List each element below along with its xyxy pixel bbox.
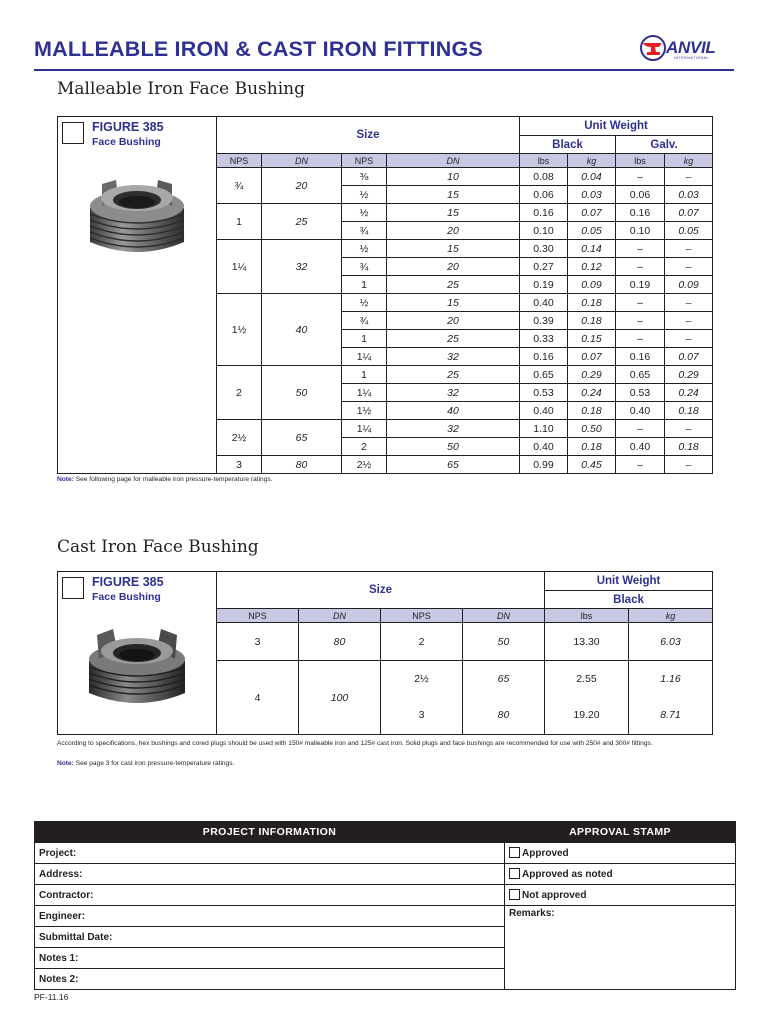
figure-cell <box>58 117 217 154</box>
col-black-kg: kg <box>629 609 713 623</box>
col-nps: NPS <box>217 609 299 623</box>
dn2-cell: 65 <box>387 456 520 474</box>
dn-cell: 25 <box>262 204 342 240</box>
figure-subtitle: Face Bushing <box>92 591 161 603</box>
galv-kg-cell: 0.03 <box>665 186 713 204</box>
approval-stamp-header: APPROVAL STAMP <box>505 822 736 843</box>
black-kg-cell: 0.12 <box>568 258 616 276</box>
note-text: See following page for malleable iron pressure-temperature ratings. <box>73 476 273 483</box>
note-label: Note: <box>57 760 74 767</box>
nps2-cell: ½ <box>342 294 387 312</box>
galv-kg-cell: – <box>665 258 713 276</box>
galv-lbs-cell: – <box>616 420 665 438</box>
dn2-cell: 15 <box>387 186 520 204</box>
dn2-cell: 65 <box>463 661 545 697</box>
galv-lbs-cell: 0.16 <box>616 204 665 222</box>
approved-noted-label: Approved as noted <box>522 869 613 880</box>
galv-lbs-cell: – <box>616 330 665 348</box>
size-header: Size <box>217 117 520 154</box>
dn-cell: 100 <box>299 661 381 735</box>
nps2-cell: 2 <box>342 438 387 456</box>
black-kg-cell: 1.16 <box>629 661 713 697</box>
black-kg-cell: 0.03 <box>568 186 616 204</box>
galv-lbs-cell: – <box>616 312 665 330</box>
dn2-cell: 80 <box>463 697 545 735</box>
nps2-cell: 1 <box>342 330 387 348</box>
note-text: See page 3 for cast iron pressure-temperature ratings. <box>73 760 235 767</box>
dn-cell: 65 <box>262 420 342 456</box>
galv-kg-cell: 0.18 <box>665 438 713 456</box>
malleable-note <box>57 476 273 483</box>
dn2-cell: 25 <box>387 276 520 294</box>
nps2-cell: ½ <box>342 240 387 258</box>
document-id: PF-11.16 <box>34 992 69 1002</box>
nps2-cell: 2½ <box>342 456 387 474</box>
figure-checkbox[interactable] <box>62 577 84 599</box>
figure-subtitle: Face Bushing <box>92 136 161 148</box>
cast-note <box>57 760 234 767</box>
black-lbs-cell: 0.16 <box>520 348 568 366</box>
black-lbs-cell: 0.16 <box>520 204 568 222</box>
galv-kg-cell: – <box>665 330 713 348</box>
approved-noted-option[interactable] <box>505 864 736 885</box>
logo-subtext: INTERNATIONAL <box>674 56 709 60</box>
col-nps: NPS <box>217 154 262 168</box>
black-kg-cell: 6.03 <box>629 623 713 661</box>
galv-header: Galv. <box>616 136 713 154</box>
galv-kg-cell: 0.07 <box>665 204 713 222</box>
black-lbs-cell: 0.33 <box>520 330 568 348</box>
anvil-logo <box>640 35 740 63</box>
galv-lbs-cell: 0.40 <box>616 438 665 456</box>
dn2-cell: 20 <box>387 222 520 240</box>
submittal-date-field[interactable]: Submittal Date: <box>35 927 505 948</box>
page-title: MALLEABLE IRON & CAST IRON FITTINGS <box>34 37 483 61</box>
galv-lbs-cell: 0.65 <box>616 366 665 384</box>
nps2-cell: 1¼ <box>342 348 387 366</box>
notes-2-field[interactable]: Notes 2: <box>35 969 505 990</box>
notes-1-field[interactable]: Notes 1: <box>35 948 505 969</box>
col-dn: DN <box>299 609 381 623</box>
galv-lbs-cell: – <box>616 456 665 474</box>
cast-section-title: Cast Iron Face Bushing <box>57 537 259 557</box>
galv-kg-cell: 0.29 <box>665 366 713 384</box>
galv-kg-cell: – <box>665 312 713 330</box>
black-kg-cell: 0.09 <box>568 276 616 294</box>
nps-cell: ¾ <box>217 168 262 204</box>
galv-kg-cell: – <box>665 420 713 438</box>
galv-kg-cell: – <box>665 456 713 474</box>
note-label: Note: <box>57 476 74 483</box>
dn2-cell: 20 <box>387 312 520 330</box>
galv-lbs-cell: 0.53 <box>616 384 665 402</box>
col-dn-2: DN <box>387 154 520 168</box>
galv-lbs-cell: 0.19 <box>616 276 665 294</box>
col-nps-2: NPS <box>381 609 463 623</box>
dn2-cell: 20 <box>387 258 520 276</box>
project-field[interactable]: Project: <box>35 843 505 864</box>
nps-cell: 1¼ <box>217 240 262 294</box>
black-kg-cell: 0.18 <box>568 438 616 456</box>
galv-kg-cell: – <box>665 240 713 258</box>
nps2-cell: 3 <box>381 697 463 735</box>
black-kg-cell: 0.15 <box>568 330 616 348</box>
dn-cell: 80 <box>299 623 381 661</box>
nps-cell: 2 <box>217 366 262 420</box>
dn2-cell: 25 <box>387 366 520 384</box>
project-info-table <box>34 821 736 990</box>
product-photo-cell <box>58 154 217 474</box>
nps2-cell: 1 <box>342 366 387 384</box>
galv-lbs-cell: – <box>616 258 665 276</box>
black-kg-cell: 0.05 <box>568 222 616 240</box>
anvil-logo-icon <box>640 35 668 61</box>
black-lbs-cell: 19.20 <box>545 697 629 735</box>
not-approved-checkbox[interactable] <box>509 889 520 900</box>
black-kg-cell: 0.24 <box>568 384 616 402</box>
figure-checkbox[interactable] <box>62 122 84 144</box>
nps2-cell: 1¼ <box>342 420 387 438</box>
approved-option[interactable] <box>505 843 736 864</box>
dn2-cell: 32 <box>387 348 520 366</box>
black-header: Black <box>545 591 713 609</box>
black-kg-cell: 0.18 <box>568 402 616 420</box>
nps-cell: 3 <box>217 456 262 474</box>
galv-kg-cell: 0.18 <box>665 402 713 420</box>
contractor-field[interactable]: Contractor: <box>35 885 505 906</box>
galv-kg-cell: – <box>665 168 713 186</box>
black-header: Black <box>520 136 616 154</box>
dn2-cell: 40 <box>387 402 520 420</box>
dn-cell: 20 <box>262 168 342 204</box>
cast-spec-table <box>57 571 713 735</box>
galv-kg-cell: 0.09 <box>665 276 713 294</box>
black-lbs-cell: 0.99 <box>520 456 568 474</box>
col-dn: DN <box>262 154 342 168</box>
remarks-label: Remarks: <box>509 908 555 919</box>
spec-text: According to specifications, hex bushings and cored plugs should be used with 150# malleable iron and 125# cast iron. Solid plugs and face bushings are recommended for use with 250# and 300# fittings. <box>57 740 653 747</box>
dn2-cell: 50 <box>463 623 545 661</box>
nps2-cell: ½ <box>342 186 387 204</box>
dn2-cell: 15 <box>387 204 520 222</box>
dn2-cell: 15 <box>387 240 520 258</box>
black-lbs-cell: 1.10 <box>520 420 568 438</box>
nps2-cell: ¾ <box>342 258 387 276</box>
face-bushing-photo <box>72 162 202 262</box>
galv-kg-cell: 0.24 <box>665 384 713 402</box>
galv-lbs-cell: – <box>616 168 665 186</box>
black-lbs-cell: 0.39 <box>520 312 568 330</box>
logo-word: ANVIL <box>666 38 716 57</box>
nps-cell: 2½ <box>217 420 262 456</box>
black-lbs-cell: 0.19 <box>520 276 568 294</box>
black-lbs-cell: 0.40 <box>520 294 568 312</box>
galv-kg-cell: – <box>665 294 713 312</box>
approved-checkbox[interactable] <box>509 847 520 858</box>
black-lbs-cell: 13.30 <box>545 623 629 661</box>
black-lbs-cell: 0.06 <box>520 186 568 204</box>
figure-title: FIGURE 385 <box>92 575 164 589</box>
face-bushing-photo <box>77 615 197 711</box>
black-kg-cell: 0.07 <box>568 204 616 222</box>
black-lbs-cell: 0.53 <box>520 384 568 402</box>
title-rule <box>34 69 734 71</box>
col-black-lbs: lbs <box>520 154 568 168</box>
project-info-header: PROJECT INFORMATION <box>35 822 505 843</box>
nps-cell: 1 <box>217 204 262 240</box>
black-kg-cell: 0.18 <box>568 294 616 312</box>
black-lbs-cell: 0.08 <box>520 168 568 186</box>
dn2-cell: 25 <box>387 330 520 348</box>
col-dn-2: DN <box>463 609 545 623</box>
nps2-cell: 2 <box>381 623 463 661</box>
black-lbs-cell: 0.40 <box>520 402 568 420</box>
address-field[interactable]: Address: <box>35 864 505 885</box>
nps2-cell: 1½ <box>342 402 387 420</box>
nps2-cell: ¾ <box>342 312 387 330</box>
dn2-cell: 32 <box>387 384 520 402</box>
nps2-cell: 1 <box>342 276 387 294</box>
nps-cell: 3 <box>217 623 299 661</box>
unit-weight-header: Unit Weight <box>520 117 713 136</box>
galv-kg-cell: 0.07 <box>665 348 713 366</box>
product-photo-cell <box>58 609 217 735</box>
dn-cell: 50 <box>262 366 342 420</box>
black-lbs-cell: 0.40 <box>520 438 568 456</box>
not-approved-option[interactable] <box>505 885 736 906</box>
size-header: Size <box>217 572 545 609</box>
black-lbs-cell: 0.30 <box>520 240 568 258</box>
black-lbs-cell: 2.55 <box>545 661 629 697</box>
black-lbs-cell: 0.27 <box>520 258 568 276</box>
dn-cell: 32 <box>262 240 342 294</box>
black-kg-cell: 0.18 <box>568 312 616 330</box>
col-black-lbs: lbs <box>545 609 629 623</box>
dn-cell: 40 <box>262 294 342 366</box>
nps2-cell: ⅜ <box>342 168 387 186</box>
col-galv-lbs: lbs <box>616 154 665 168</box>
nps-cell: 4 <box>217 661 299 735</box>
black-kg-cell: 8.71 <box>629 697 713 735</box>
nps2-cell: ½ <box>342 204 387 222</box>
dn2-cell: 10 <box>387 168 520 186</box>
col-nps-2: NPS <box>342 154 387 168</box>
figure-cell <box>58 572 217 609</box>
galv-lbs-cell: 0.16 <box>616 348 665 366</box>
galv-lbs-cell: 0.10 <box>616 222 665 240</box>
black-kg-cell: 0.14 <box>568 240 616 258</box>
dn2-cell: 32 <box>387 420 520 438</box>
approved-label: Approved <box>522 848 569 859</box>
black-kg-cell: 0.04 <box>568 168 616 186</box>
figure-title: FIGURE 385 <box>92 120 164 134</box>
black-kg-cell: 0.29 <box>568 366 616 384</box>
malleable-section-title: Malleable Iron Face Bushing <box>57 79 305 99</box>
col-black-kg: kg <box>568 154 616 168</box>
nps2-cell: ¾ <box>342 222 387 240</box>
nps2-cell: 2½ <box>381 661 463 697</box>
remarks-field[interactable] <box>505 906 736 990</box>
galv-lbs-cell: – <box>616 294 665 312</box>
not-approved-label: Not approved <box>522 890 587 901</box>
dn2-cell: 15 <box>387 294 520 312</box>
dn-cell: 80 <box>262 456 342 474</box>
engineer-field[interactable]: Engineer: <box>35 906 505 927</box>
galv-lbs-cell: 0.40 <box>616 402 665 420</box>
black-kg-cell: 0.50 <box>568 420 616 438</box>
col-galv-kg: kg <box>665 154 713 168</box>
black-kg-cell: 0.45 <box>568 456 616 474</box>
nps-cell: 1½ <box>217 294 262 366</box>
malleable-spec-table <box>57 116 713 474</box>
galv-lbs-cell: 0.06 <box>616 186 665 204</box>
galv-kg-cell: 0.05 <box>665 222 713 240</box>
unit-weight-header: Unit Weight <box>545 572 713 591</box>
nps2-cell: 1¼ <box>342 384 387 402</box>
black-kg-cell: 0.07 <box>568 348 616 366</box>
dn2-cell: 50 <box>387 438 520 456</box>
galv-lbs-cell: – <box>616 240 665 258</box>
black-lbs-cell: 0.10 <box>520 222 568 240</box>
black-lbs-cell: 0.65 <box>520 366 568 384</box>
approved-noted-checkbox[interactable] <box>509 868 520 879</box>
